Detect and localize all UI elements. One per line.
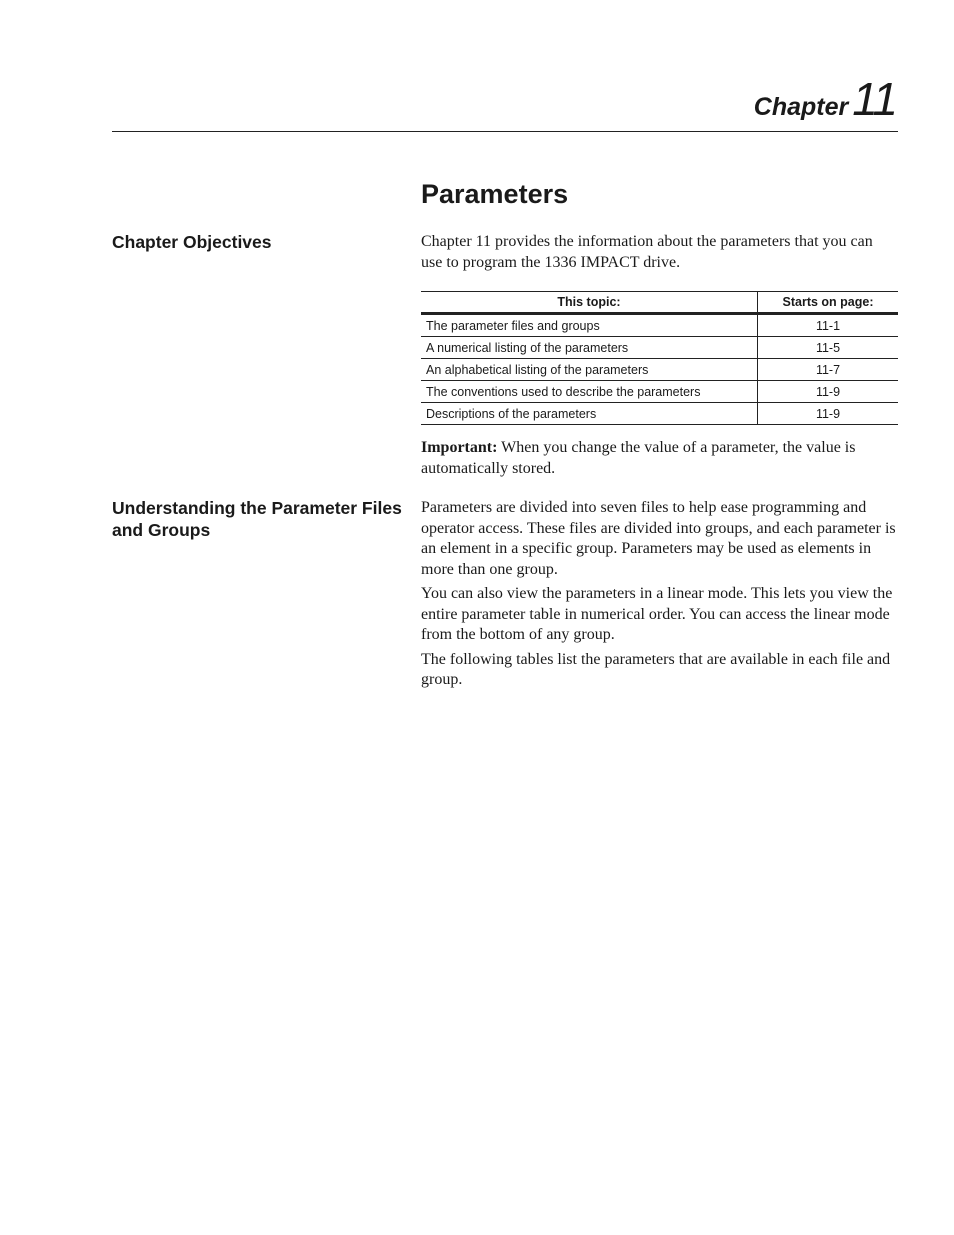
section-heading-objectives: Chapter Objectives (112, 232, 272, 252)
section-heading-files-groups: Understanding the Parameter Files and Groups (112, 498, 402, 540)
chapter-header (753, 73, 896, 125)
objectives-intro-text: Chapter 11 provides the information about the parameters that you can use to program the 1336 IMPACT drive. (421, 233, 873, 271)
table-row (421, 403, 898, 425)
table-header-topic: This topic: (421, 292, 758, 314)
objectives-intro (421, 232, 898, 277)
table-header-row (421, 292, 898, 314)
table-row (421, 381, 898, 403)
body-paragraph: You can also view the parameters in a linear mode. This lets you view the entire parameter table in numerical order. You can access the linear mode from the bottom of any group. (421, 585, 893, 643)
page-title: Parameters (421, 179, 569, 209)
files-groups-body (421, 498, 898, 695)
table-row (421, 314, 898, 337)
table-cell-topic: An alphabetical listing of the parameters (421, 359, 758, 381)
table-cell-page: 11-1 (758, 314, 899, 337)
table-cell-topic: Descriptions of the parameters (421, 403, 758, 425)
table-cell-page: 11-9 (758, 381, 899, 403)
body-paragraph: Parameters are divided into seven files to help ease programming and operator access. These files are divided into groups, and each parameter is an element in a specific group. Parameters may be used as elements in more than one group. (421, 499, 896, 578)
important-note (421, 438, 898, 483)
topics-table (421, 291, 898, 425)
important-text: When you change the value of a parameter, the value is automatically stored. (421, 439, 856, 477)
table-header-page: Starts on page: (758, 292, 899, 314)
table-cell-page: 11-5 (758, 337, 899, 359)
chapter-label: Chapter (753, 93, 849, 121)
body-paragraph: The following tables list the parameters that are available in each file and group. (421, 650, 891, 688)
important-paragraph (421, 438, 898, 479)
table-row (421, 337, 898, 359)
table-cell-topic: A numerical listing of the parameters (421, 337, 758, 359)
table-cell-page: 11-9 (758, 403, 899, 425)
chapter-number: 11 (852, 73, 896, 125)
table-cell-topic: The parameter files and groups (421, 314, 758, 337)
important-label: Important: (421, 439, 498, 456)
table-cell-page: 11-7 (758, 359, 899, 381)
table-row (421, 359, 898, 381)
header-divider (112, 131, 898, 132)
table-cell-topic: The conventions used to describe the parameters (421, 381, 758, 403)
